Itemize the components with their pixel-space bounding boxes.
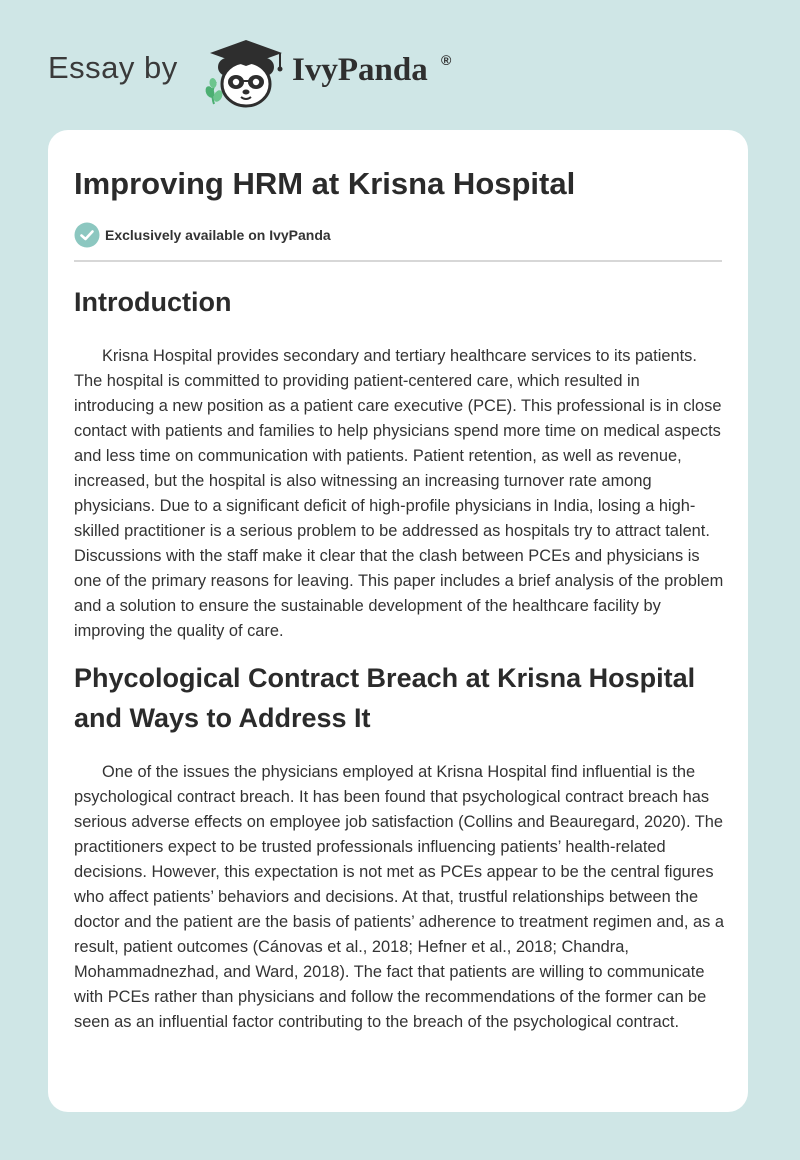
exclusive-badge [74,222,331,248]
section-paragraph-contract-breach: One of the issues the physicians employed at Krisna Hospital find influential is the psychological contract breach. It has been found that psychological contract breach has serious adverse effects on employee job satisfaction (Collins and Beauregard, 2020). The practitioners expect to be trusted professionals influencing patients’ health-related decisions. However, this expectation is not met as PCEs appear to be the central figures who affect patients’ behaviors and decisions. At that, trustful relationships between the doctor and the patient are the basis of patients’ adherence to treatment regimen and, as a result, patient outcomes (Cánovas et al., 2018; Hefner et al., 2018; Chandra, Mohammadnezhad, and Ward, 2018). The fact that patients are willing to communicate with PCEs rather than physicians and follow the recommendations of the former can be seen as an influential factor contributing to the breach of the psychological contract. [74,763,724,1031]
section-heading-contract-breach: Phycological Contract Breach at Krisna Hospital and Ways to Address It [74,663,696,733]
registered-mark: ® [441,52,452,68]
brand-name[interactable]: IvyPanda [292,52,428,88]
panda-graduate-icon[interactable] [200,34,292,110]
exclusive-badge-text: Exclusively available on IvyPanda [105,227,331,243]
essay-card [48,130,748,1112]
site-header [0,0,800,120]
check-circle-icon [74,222,100,248]
section-paragraph-introduction: Krisna Hospital provides secondary and tertiary healthcare services to its patients. The hospital is committed to providing patient-centered care, which resulted in introducing a new position as a patient care executive (PCE). This professional is in close contact with patients and families to help physicians spend more time on medical aspects and less time on communication with patients. Patient retention, as well as revenue, increased, but the hospital is also witnessing an increasing turnover rate among physicians. Due to a significant deficit of high-profile physicians in India, losing a high-skilled practitioner is a serious problem to be addressed as hospitals try to attract talent. Discussions with the staff make it clear that the clash between PCEs and physicians is one of the primary reasons for leaving. This paper includes a brief analysis of the problem and a solution to ensure the sustainable development of the healthcare facility by improving the quality of care. [74,347,724,640]
section-heading-introduction: Introduction [74,287,232,317]
brand-prefix: Essay by [48,50,178,85]
page-title: Improving HRM at Krisna Hospital [74,166,576,201]
divider [74,260,722,262]
